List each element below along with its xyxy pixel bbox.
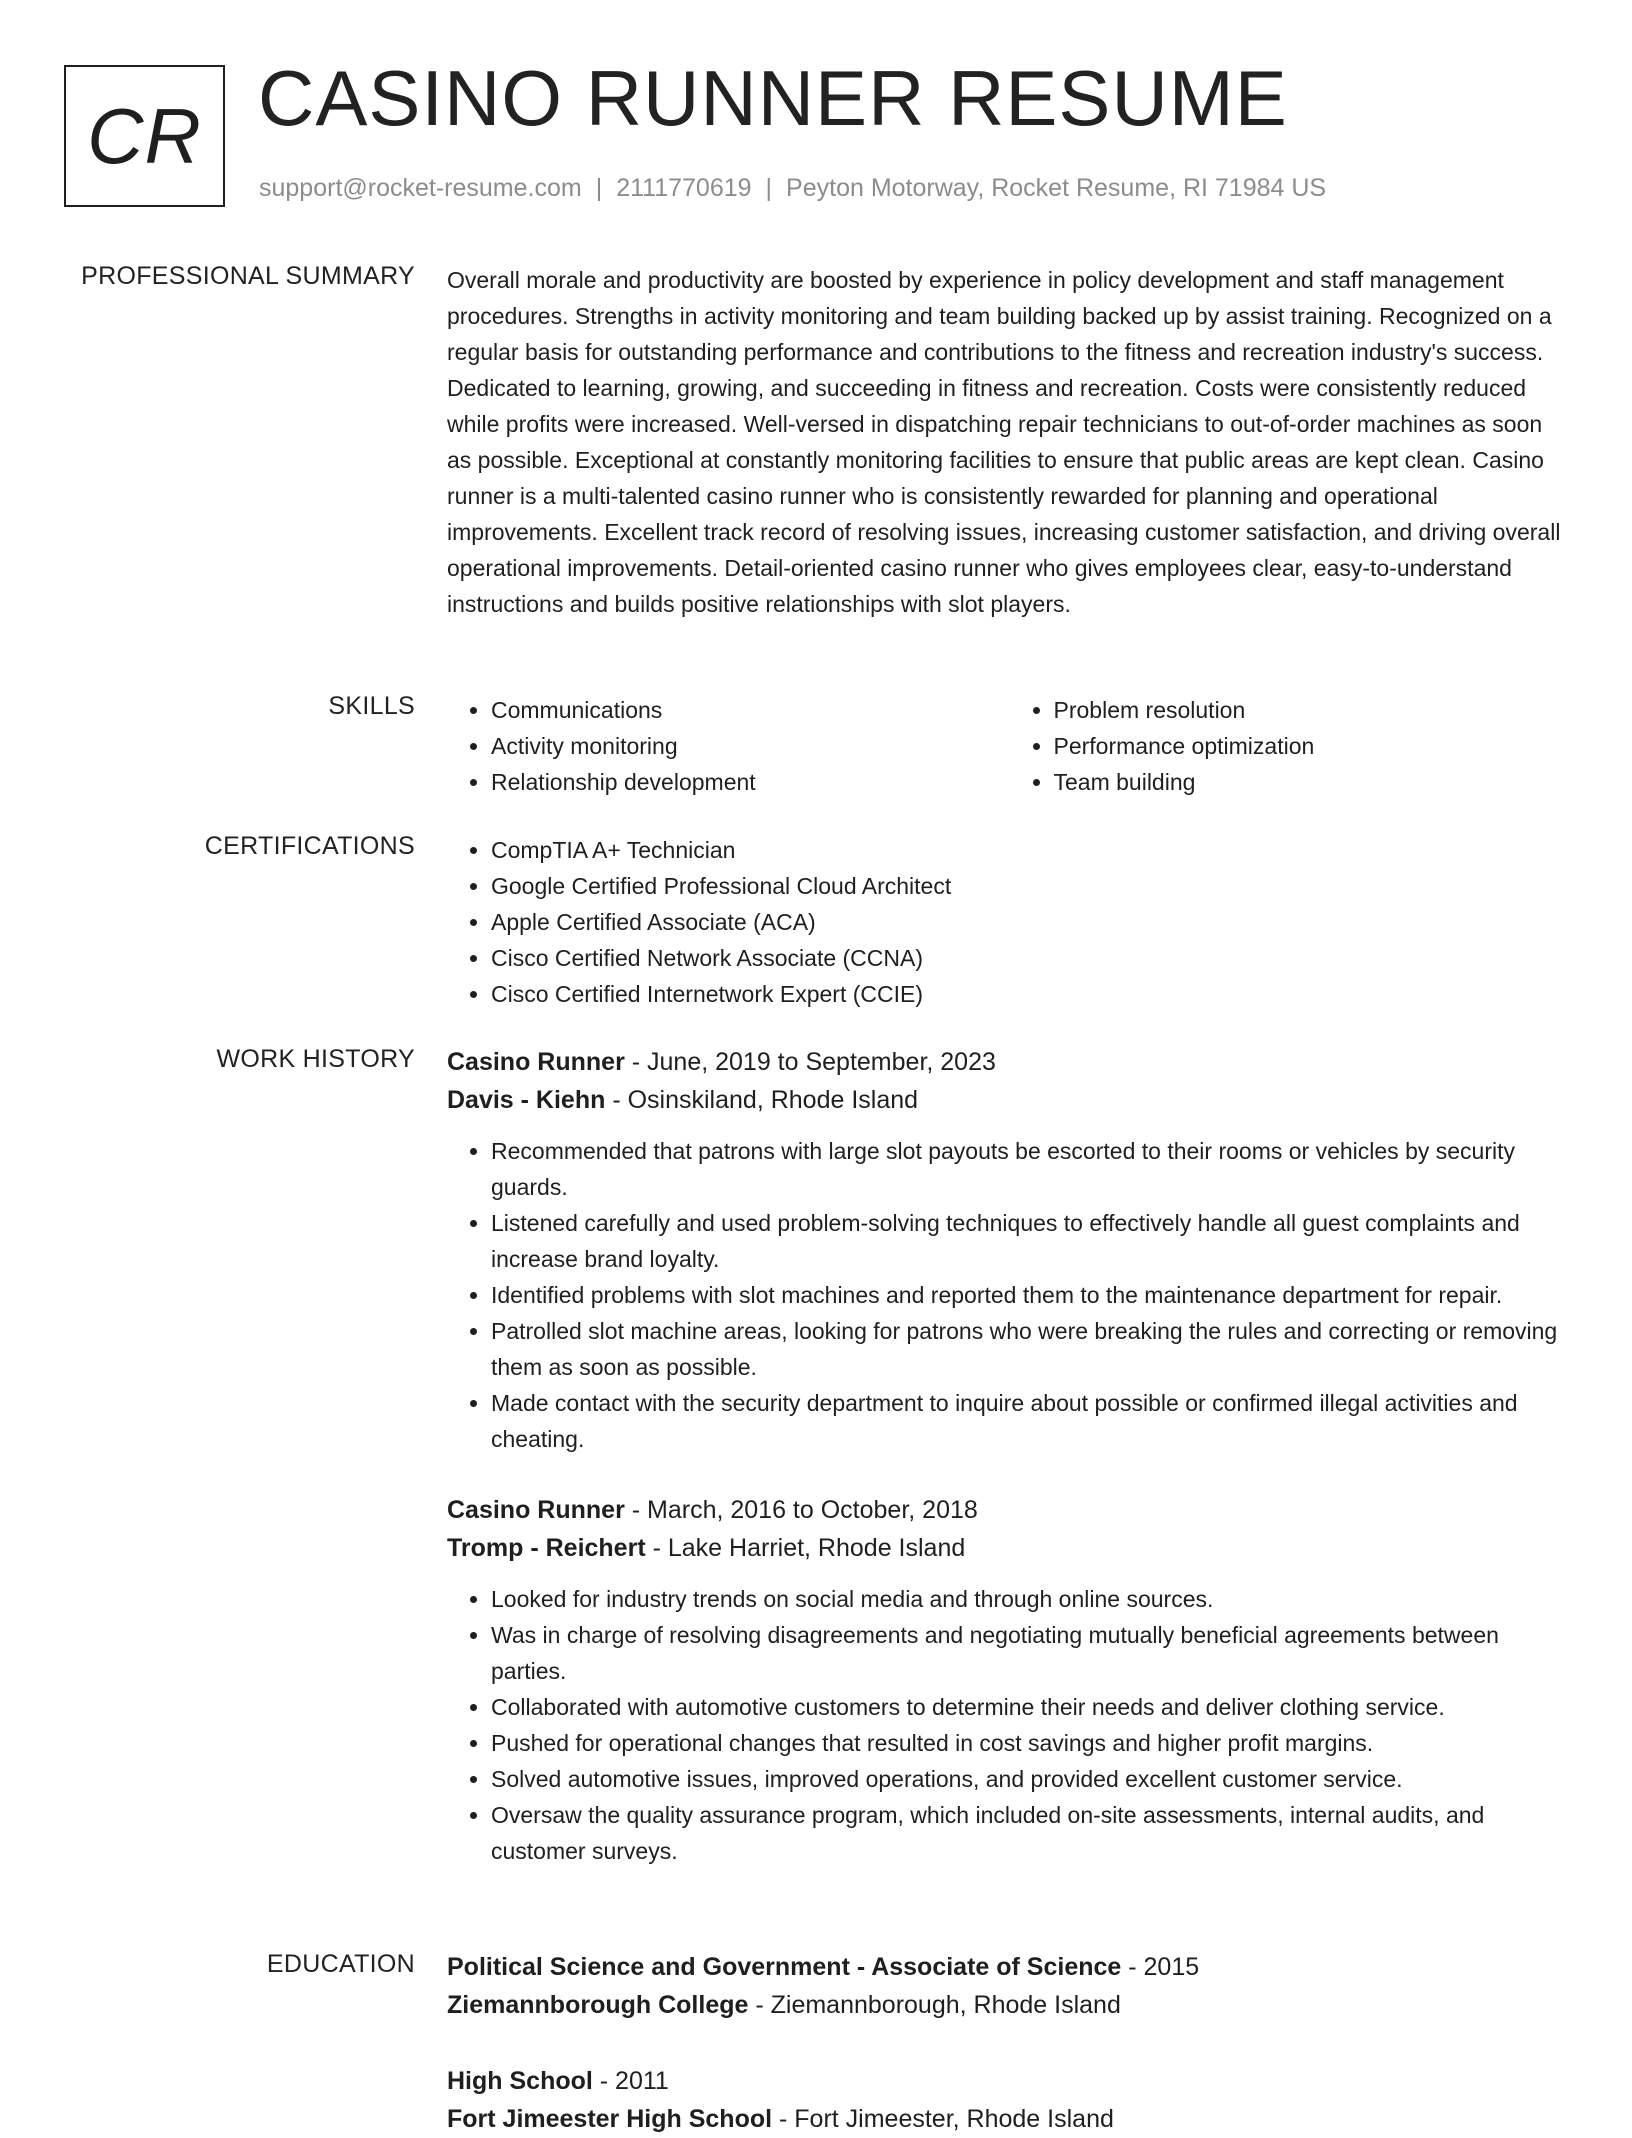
job-company-line xyxy=(447,1081,1572,1119)
education-entry xyxy=(447,2062,1572,2138)
job-duties-list xyxy=(447,1581,1572,1869)
monogram-box xyxy=(64,65,225,207)
certification-item: • Cisco Certified Network Associate (CCNA) xyxy=(491,940,1572,976)
skill-item: • Team building xyxy=(1054,764,1573,800)
education-location: - Fort Jimeester, Rhode Island xyxy=(772,2105,1114,2133)
contact-separator: | xyxy=(595,174,603,202)
education-degree: High School xyxy=(447,2067,593,2095)
certification-item: • Google Certified Professional Cloud Architect xyxy=(491,868,1572,904)
job-company: Tromp - Reichert xyxy=(447,1534,646,1562)
section-heading-education: EDUCATION xyxy=(266,1950,415,1978)
job-company: Davis - Kiehn xyxy=(447,1086,606,1114)
skill-item: • Relationship development xyxy=(491,764,1010,800)
section-heading-certifications: CERTIFICATIONS xyxy=(204,832,415,860)
education-school: Ziemannborough College xyxy=(447,1991,749,2019)
education-year: - 2011 xyxy=(592,2067,669,2095)
job-entry xyxy=(447,1491,1572,1869)
job-title: Casino Runner xyxy=(447,1496,625,1524)
skills-list-right xyxy=(1010,692,1573,800)
section-heading-skills: SKILLS xyxy=(328,692,415,720)
job-duty-item: • Identified problems with slot machines and reported them to the maintenance department for repair. xyxy=(491,1277,1572,1313)
resume-title: CASINO RUNNER RESUME xyxy=(258,54,1288,142)
education-school-line xyxy=(447,2100,1572,2138)
skills-list-left xyxy=(447,692,1010,800)
education-body xyxy=(447,1948,1572,2138)
education-degree-line xyxy=(447,2062,1572,2100)
certification-item: • Apple Certified Associate (ACA) xyxy=(491,904,1572,940)
job-title: Casino Runner xyxy=(447,1048,625,1076)
job-location: - Osinskiland, Rhode Island xyxy=(605,1086,919,1114)
education-school-line xyxy=(447,1986,1572,2024)
job-duty-item: • Listened carefully and used problem-solving techniques to effectively handle all guest complaints and increase brand loyalty. xyxy=(491,1205,1572,1277)
education-degree-line xyxy=(447,1948,1572,1986)
education-school: Fort Jimeester High School xyxy=(447,2105,773,2133)
monogram-initials: CR xyxy=(87,91,202,180)
contact-address: Peyton Motorway, Rocket Resume, RI 71984 US xyxy=(786,174,1327,202)
summary-text: Overall morale and productivity are boosted by experience in policy development and staff management procedures. Strengths in activity monitoring and team building backed up by assist training. Recognized on a regular basis for outstanding performance and contributions to the fitness and recreation industry's success. Dedicated to learning, growing, and succeeding in fitness and recreation. Costs were consistently reduced while profits were increased. Well-versed in dispatching repair technicians to out-of-order machines as soon as possible. Exceptional at constantly monitoring facilities to ensure that public areas are kept clean. Casino runner is a multi-talented casino runner who is consistently rewarded for planning and operational improvements. Excellent track record of resolving issues, increasing customer satisfaction, and driving overall operational improvements. Detail-oriented casino runner who gives employees clear, easy-to-understand instructions and builds positive relationships with slot players. xyxy=(447,267,1561,617)
job-duty-item: • Oversaw the quality assurance program, which included on-site assessments, internal audits, and customer surveys. xyxy=(491,1797,1572,1869)
job-dates: - March, 2016 to October, 2018 xyxy=(624,1496,978,1524)
certification-item: • CompTIA A+ Technician xyxy=(491,832,1572,868)
job-dates: - June, 2019 to September, 2023 xyxy=(624,1048,996,1076)
job-title-line xyxy=(447,1491,1572,1529)
skill-item: • Problem resolution xyxy=(1054,692,1573,728)
job-location: - Lake Harriet, Rhode Island xyxy=(645,1534,966,1562)
contact-email[interactable]: support@rocket-resume.com xyxy=(259,174,582,202)
job-duty-item: • Collaborated with automotive customers to determine their needs and deliver clothing service. xyxy=(491,1689,1572,1725)
section-heading-work-history: WORK HISTORY xyxy=(216,1045,415,1073)
job-duty-item: • Patrolled slot machine areas, looking for patrons who were breaking the rules and correcting or removing them as soon as possible. xyxy=(491,1313,1572,1385)
job-duty-item: • Looked for industry trends on social media and through online sources. xyxy=(491,1581,1572,1617)
job-duty-item: • Solved automotive issues, improved operations, and provided excellent customer service. xyxy=(491,1761,1572,1797)
education-degree: Political Science and Government - Associate of Science xyxy=(447,1953,1122,1981)
job-duty-item: • Recommended that patrons with large slot payouts be escorted to their rooms or vehicles by security guards. xyxy=(491,1133,1572,1205)
education-entry xyxy=(447,1948,1572,2024)
section-heading-summary: PROFESSIONAL SUMMARY xyxy=(81,262,415,290)
contact-phone[interactable]: 2111770619 xyxy=(616,174,752,202)
education-location: - Ziemannborough, Rhode Island xyxy=(748,1991,1121,2019)
job-title-line xyxy=(447,1043,1572,1081)
work-history-body xyxy=(447,1043,1572,1869)
skill-item: • Activity monitoring xyxy=(491,728,1010,764)
education-year: - 2015 xyxy=(1121,1953,1200,1981)
summary-body xyxy=(447,262,1572,622)
job-entry xyxy=(447,1043,1572,1457)
certifications-body xyxy=(447,832,1572,1012)
job-duties-list xyxy=(447,1133,1572,1457)
contact-line xyxy=(259,174,1326,203)
skill-item: • Communications xyxy=(491,692,1010,728)
job-company-line xyxy=(447,1529,1572,1567)
skill-item: • Performance optimization xyxy=(1054,728,1573,764)
job-duty-item: • Made contact with the security department to inquire about possible or confirmed illegal activities and cheating. xyxy=(491,1385,1572,1457)
certifications-list xyxy=(447,832,1572,1012)
job-duty-item: • Pushed for operational changes that resulted in cost savings and higher profit margins. xyxy=(491,1725,1572,1761)
skills-body xyxy=(447,692,1572,800)
contact-separator: | xyxy=(765,174,773,202)
job-duty-item: • Was in charge of resolving disagreements and negotiating mutually beneficial agreements between parties. xyxy=(491,1617,1572,1689)
certification-item: • Cisco Certified Internetwork Expert (CCIE) xyxy=(491,976,1572,1012)
